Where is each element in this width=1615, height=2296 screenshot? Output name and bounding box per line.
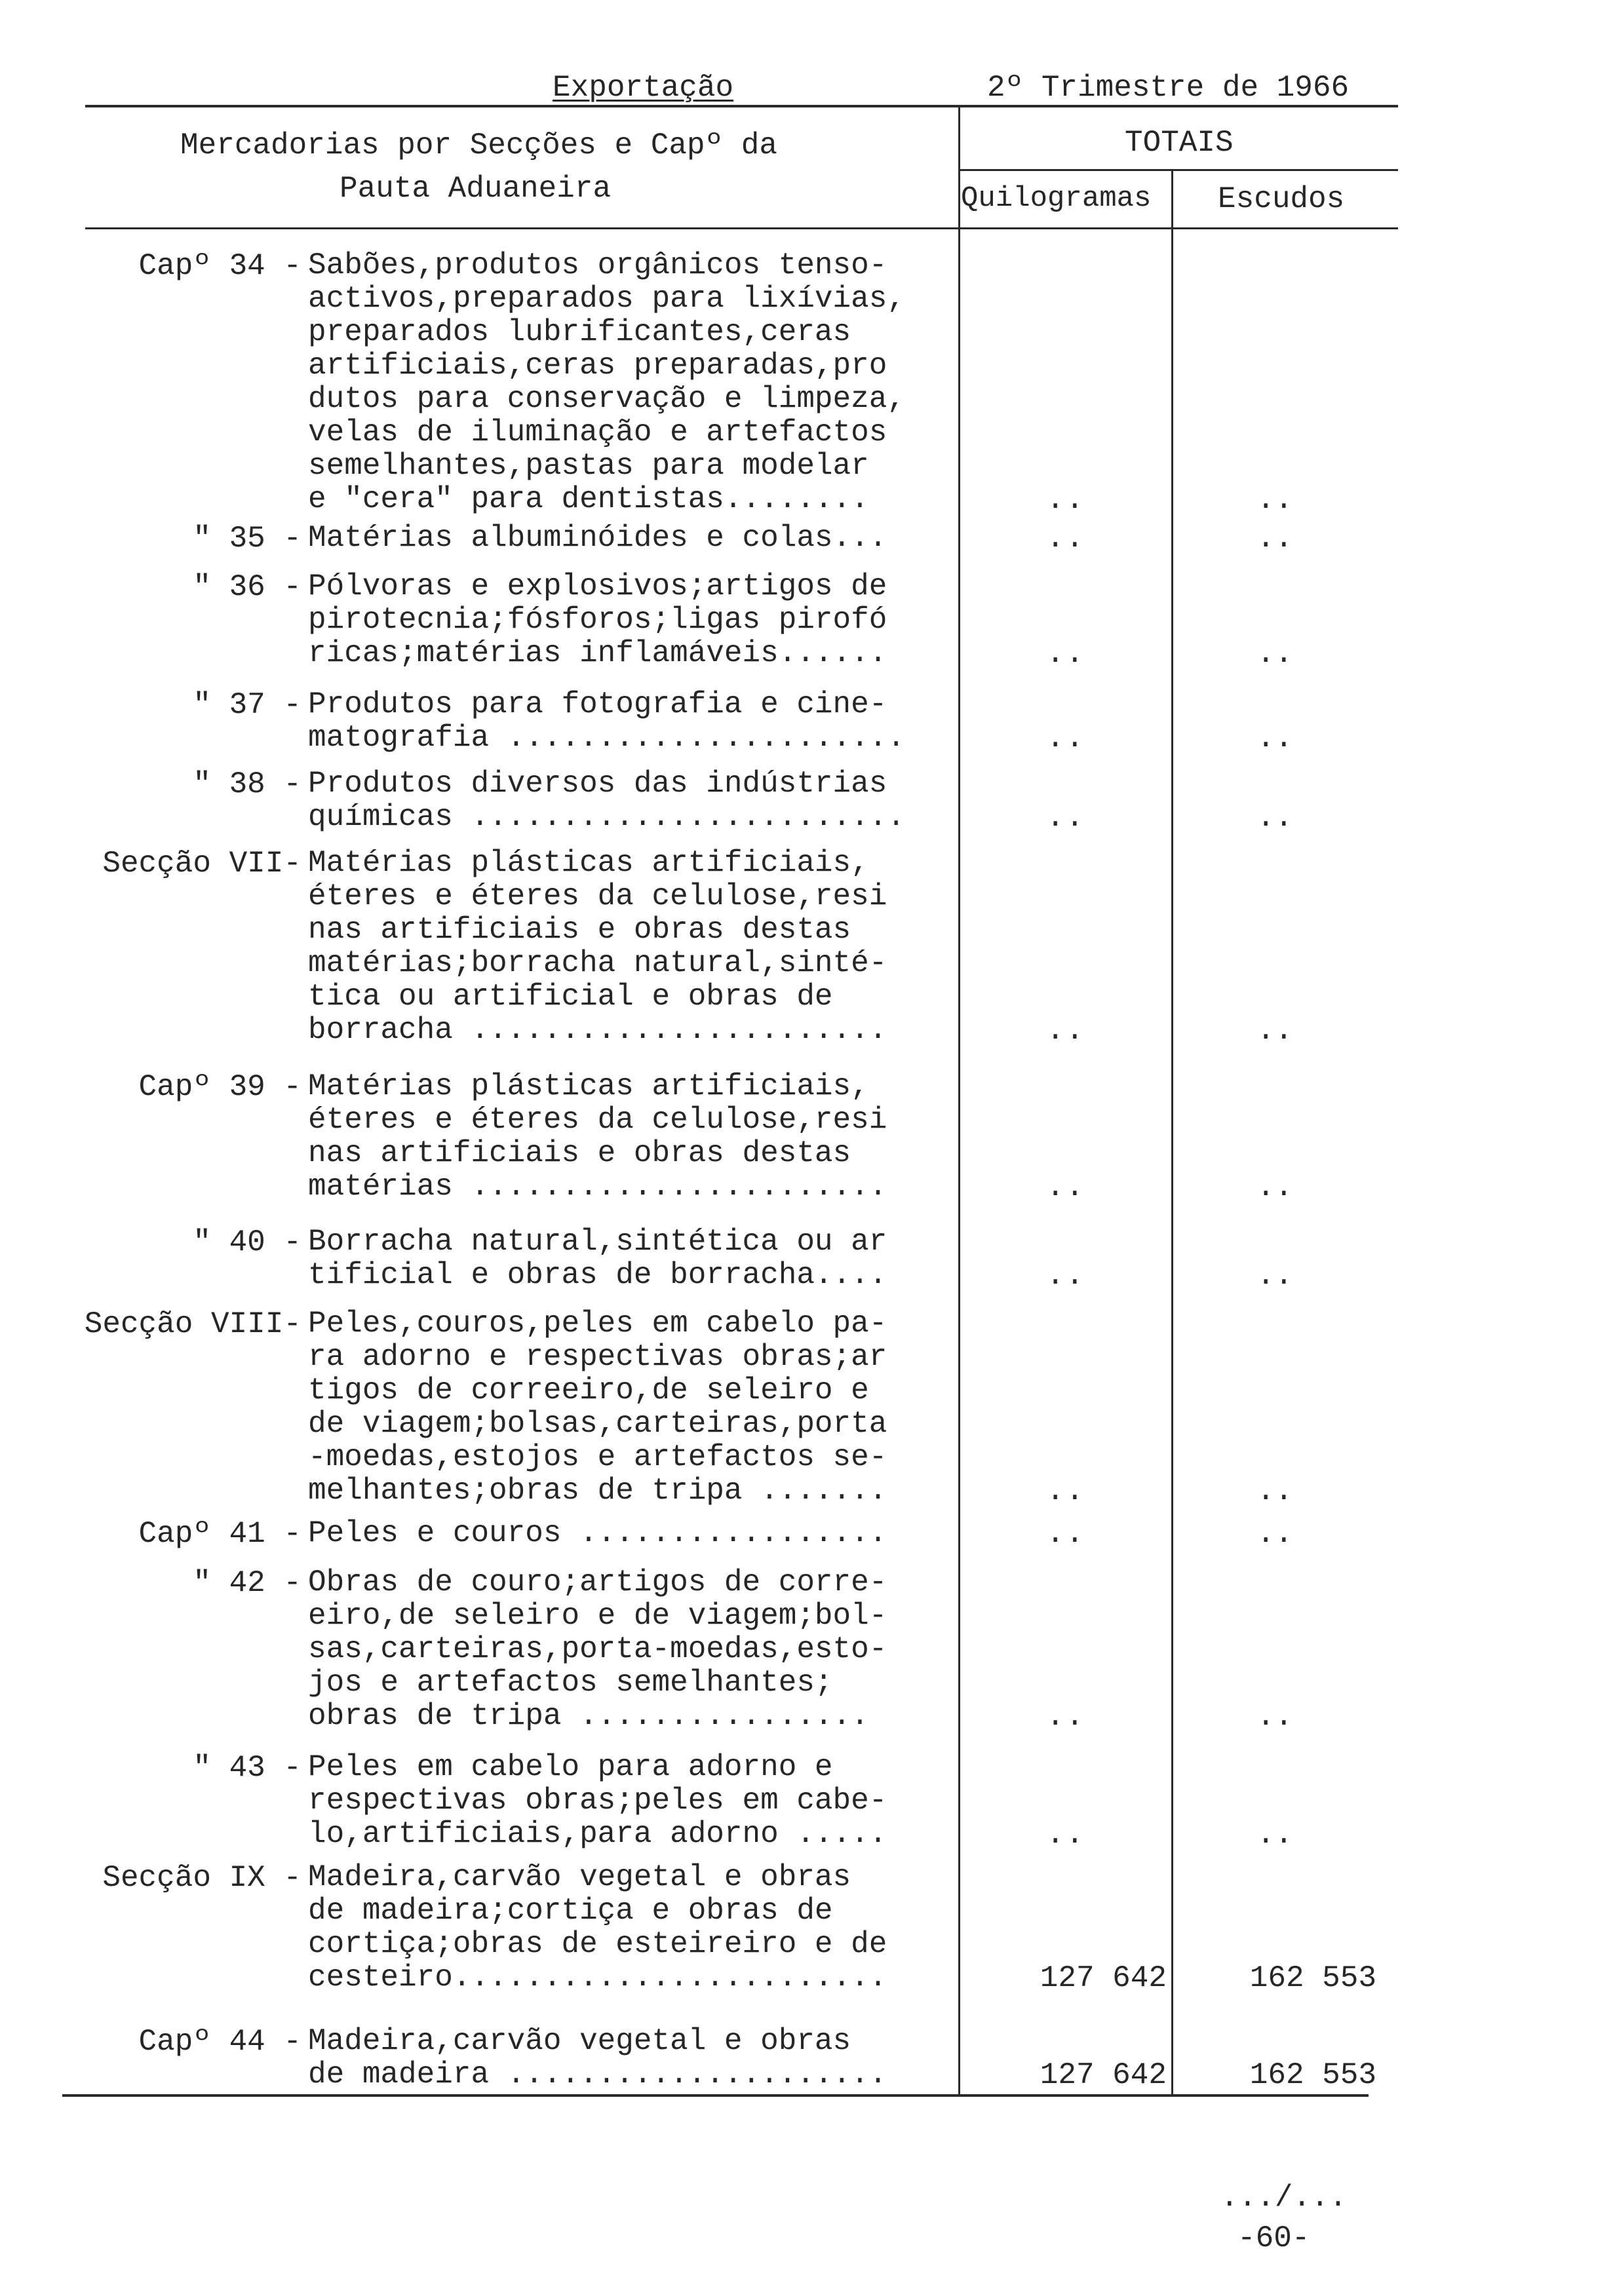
row-label: Capº 34 -	[138, 249, 302, 283]
row-escudos-value: ..	[1256, 1700, 1293, 1734]
top-rule	[85, 105, 1398, 107]
row-description-line: jos e artefactos semelhantes;	[308, 1666, 833, 1700]
row-kg-value: 127 642	[1040, 2058, 1167, 2092]
row-description-line: Matérias plásticas artificiais,	[308, 1069, 869, 1103]
row-description-line: Obras de couro;artigos de corre-	[308, 1565, 887, 1599]
row-description-line: tigos de correeiro,de seleiro e	[308, 1373, 869, 1407]
row-escudos-value: ..	[1256, 1259, 1293, 1293]
row-kg-value: ..	[1046, 1517, 1085, 1551]
row-escudos-value: ..	[1256, 522, 1293, 556]
row-label: Capº 41 -	[138, 1517, 302, 1551]
row-label: Capº 44 -	[138, 2025, 302, 2059]
row-description-line: lo,artificiais,para adorno .....	[308, 1817, 887, 1851]
row-description-line: de madeira;cortiça e obras de	[308, 1894, 833, 1928]
totals-rule	[958, 169, 1398, 171]
row-description-line: nas artificiais e obras destas	[308, 913, 851, 947]
row-kg-value: ..	[1046, 721, 1085, 756]
row-kg-value: ..	[1046, 483, 1085, 517]
row-escudos-value: 162 553	[1249, 1961, 1376, 1995]
row-description-line: Peles e couros .................	[308, 1516, 887, 1550]
row-label: " 43 -	[193, 1751, 302, 1785]
kg-header: Quilogramas	[961, 182, 1152, 215]
row-label: " 42 -	[193, 1566, 302, 1600]
row-description-line: matérias .......................	[308, 1170, 887, 1204]
row-kg-value: ..	[1046, 1818, 1085, 1852]
row-kg-value: ..	[1046, 801, 1085, 835]
column-header-line-1: Mercadorias por Secções e Capº da	[180, 128, 777, 163]
row-label: Secção IX -	[102, 1861, 302, 1895]
row-description-line: ra adorno e respectivas obras;ar	[308, 1340, 887, 1374]
col-sep-left	[958, 105, 960, 2095]
continued-marker: .../...	[1220, 2181, 1348, 2215]
row-kg-value: ..	[1046, 1474, 1085, 1508]
row-label: " 36 -	[193, 570, 302, 604]
row-label: " 40 -	[193, 1225, 302, 1259]
row-description-line: Pólvoras e explosivos;artigos de	[308, 569, 887, 603]
row-description-line: e "cera" para dentistas........	[308, 482, 869, 516]
row-description-line: Madeira,carvão vegetal e obras	[308, 1860, 851, 1894]
totals-header: TOTAIS	[1125, 126, 1234, 160]
row-description-line: borracha .......................	[308, 1013, 887, 1047]
row-escudos-value: ..	[1256, 637, 1293, 671]
row-escudos-value: ..	[1256, 721, 1293, 756]
row-label: Secção VII-	[102, 847, 302, 881]
row-description-line: de madeira .....................	[308, 2057, 887, 2092]
row-description-line: Produtos diversos das indústrias	[308, 767, 887, 801]
row-label: Capº 39 -	[138, 1070, 302, 1104]
row-kg-value: 127 642	[1040, 1961, 1167, 1995]
row-description-line: Matérias plásticas artificiais,	[308, 846, 869, 880]
row-description-line: éteres e éteres da celulose,resi	[308, 1103, 887, 1137]
row-description-line: -moedas,estojos e artefactos se-	[308, 1440, 887, 1474]
row-escudos-value: ..	[1256, 1474, 1293, 1508]
row-description-line: cortiça;obras de esteireiro e de	[308, 1927, 887, 1961]
row-description-line: éteres e éteres da celulose,resi	[308, 879, 887, 913]
row-kg-value: ..	[1046, 522, 1085, 556]
row-description-line: activos,preparados para lixívias,	[308, 282, 905, 316]
report-title: Exportação	[553, 71, 734, 105]
row-label: " 38 -	[193, 767, 302, 801]
row-description-line: Peles,couros,peles em cabelo pa-	[308, 1307, 887, 1341]
row-kg-value: ..	[1046, 637, 1085, 671]
row-description-line: ricas;matérias inflamáveis......	[308, 636, 887, 670]
row-description-line: melhantes;obras de tripa .......	[308, 1474, 887, 1508]
row-kg-value: ..	[1046, 1700, 1085, 1734]
row-escudos-value: ..	[1256, 1818, 1293, 1852]
row-description-line: Madeira,carvão vegetal e obras	[308, 2024, 851, 2058]
row-description-line: Sabões,produtos orgânicos tenso-	[308, 248, 887, 282]
row-label: " 37 -	[193, 688, 302, 722]
report-period: 2º Trimestre de 1966	[987, 71, 1350, 105]
row-description-line: nas artificiais e obras destas	[308, 1136, 851, 1170]
row-description-line: respectivas obras;peles em cabe-	[308, 1784, 887, 1818]
row-description-line: tificial e obras de borracha....	[308, 1258, 887, 1292]
header-bottom-rule	[85, 227, 1398, 229]
row-description-line: dutos para conservação e limpeza,	[308, 382, 905, 416]
row-description-line: de viagem;bolsas,carteiras,porta	[308, 1407, 887, 1441]
row-description-line: sas,carteiras,porta-moedas,esto-	[308, 1632, 887, 1666]
row-description-line: matérias;borracha natural,sinté-	[308, 946, 887, 980]
row-description-line: matografia ......................	[308, 721, 905, 755]
row-description-line: velas de iluminação e artefactos	[308, 415, 887, 450]
row-description-line: obras de tripa ................	[308, 1699, 869, 1733]
row-kg-value: ..	[1046, 1170, 1085, 1204]
row-label: " 35 -	[193, 522, 302, 556]
row-description-line: cesteiro........................	[308, 1961, 887, 1995]
row-description-line: preparados lubrificantes,ceras	[308, 315, 851, 349]
row-escudos-value: 162 553	[1249, 2058, 1376, 2092]
row-description-line: semelhantes,pastas para modelar	[308, 449, 869, 483]
row-escudos-value: ..	[1256, 801, 1293, 835]
page-number: -60-	[1237, 2221, 1310, 2255]
row-kg-value: ..	[1046, 1014, 1085, 1048]
row-description-line: artificiais,ceras preparadas,pro	[308, 349, 887, 383]
row-description-line: químicas ........................	[308, 800, 905, 834]
row-escudos-value: ..	[1256, 1014, 1293, 1048]
bottom-rule	[62, 2094, 1369, 2097]
row-label: Secção VIII-	[84, 1307, 302, 1341]
row-description-line: pirotecnia;fósforos;ligas pirofó	[308, 603, 887, 637]
row-escudos-value: ..	[1256, 1517, 1293, 1551]
row-description-line: Produtos para fotografia e cine-	[308, 687, 887, 721]
row-description-line: eiro,de seleiro e de viagem;bol-	[308, 1599, 887, 1633]
row-kg-value: ..	[1046, 1259, 1085, 1293]
row-description-line: tica ou artificial e obras de	[308, 980, 833, 1014]
esc-header: Escudos	[1218, 182, 1345, 216]
col-sep-mid	[1171, 169, 1173, 2095]
row-description-line: Peles em cabelo para adorno e	[308, 1750, 833, 1784]
column-header-line-2: Pauta Aduaneira	[340, 172, 612, 206]
row-escudos-value: ..	[1256, 1170, 1293, 1204]
row-description-line: Borracha natural,sintética ou ar	[308, 1225, 887, 1259]
row-description-line: Matérias albuminóides e colas...	[308, 521, 887, 555]
row-escudos-value: ..	[1256, 483, 1293, 517]
